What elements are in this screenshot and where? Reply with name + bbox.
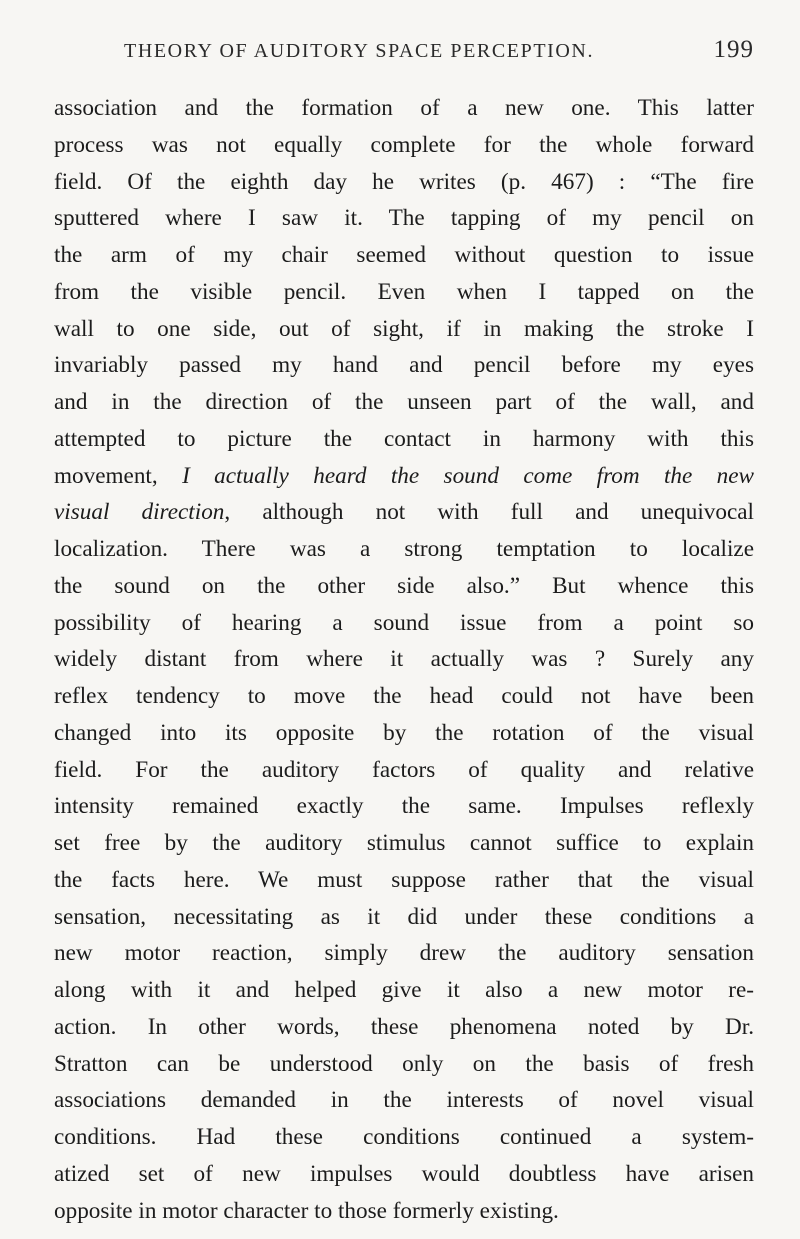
text-line xyxy=(54,972,754,1009)
text-segment: sputtered where I saw it. The tapping of my pencil on xyxy=(54,205,754,232)
text-segment: attempted to picture the contact in harmony with this xyxy=(54,425,754,452)
text-line xyxy=(54,862,754,899)
text-segment: possibility of hearing a sound issue from a point so xyxy=(54,609,754,636)
text-line xyxy=(54,641,754,678)
text-line xyxy=(54,899,754,936)
text-line xyxy=(54,1193,754,1230)
text-segment: intensity remained exactly the same. Impulses reflexly xyxy=(54,793,754,820)
text-line xyxy=(54,458,754,495)
text-line xyxy=(54,1082,754,1119)
text-segment: invariably passed my hand and pencil before my eyes xyxy=(54,352,754,379)
page-number: 199 xyxy=(713,36,754,63)
text-segment: new motor reaction, simply drew the auditory sensation xyxy=(54,940,754,967)
text-segment: field. Of the eighth day he writes (p. 467) : “The fire xyxy=(54,168,754,195)
text-line xyxy=(54,237,754,274)
text-segment: widely distant from where it actually was ? Surely any xyxy=(54,646,754,673)
running-head-title: THEORY OF AUDITORY SPACE PERCEPTION. xyxy=(124,40,595,62)
text-segment: from the visible pencil. Even when I tapped on the xyxy=(54,278,754,305)
text-segment: wall to one side, out of sight, if in making the stroke I xyxy=(54,315,754,342)
text-line xyxy=(54,678,754,715)
italic-text-segment: I actually heard the sound come from the new xyxy=(182,462,754,489)
text-segment: conditions. Had these conditions continued a system- xyxy=(54,1124,754,1150)
text-line xyxy=(54,311,754,348)
text-line xyxy=(54,127,754,164)
text-segment: reflex tendency to move the head could not have been xyxy=(54,683,754,709)
text-segment: , although not with full and unequivocal xyxy=(224,499,755,526)
text-line xyxy=(54,421,754,458)
text-segment: process was not equally complete for the whole forward xyxy=(54,131,754,158)
text-segment: the sound on the other side also.” But whence this xyxy=(54,572,754,599)
italic-text-segment: visual direction xyxy=(54,499,225,526)
text-segment: along with it and helped give it also a new motor re- xyxy=(54,977,754,1003)
text-line xyxy=(54,1009,754,1046)
text-segment: the arm of my chair seemed without question to issue xyxy=(54,242,754,268)
text-segment: Stratton can be understood only on the basis of fresh xyxy=(54,1050,754,1077)
running-head xyxy=(54,34,754,70)
text-segment: atized set of new impulses would doubtless have arisen xyxy=(54,1160,754,1187)
text-segment: action. In other words, these phenomena noted by Dr. xyxy=(54,1013,754,1040)
text-segment: and in the direction of the unseen part of the wall, and xyxy=(54,389,754,415)
text-segment: association and the formation of a new one. This latter xyxy=(54,95,754,121)
text-segment: movement, xyxy=(54,462,183,489)
text-line xyxy=(54,935,754,972)
text-line xyxy=(54,347,754,384)
text-segment: associations demanded in the interests of novel visual xyxy=(54,1087,754,1114)
text-segment: the facts here. We must suppose rather that the visual xyxy=(54,866,754,893)
text-line xyxy=(54,605,754,642)
text-line xyxy=(54,200,754,237)
text-line xyxy=(54,1119,754,1156)
text-line xyxy=(54,531,754,568)
text-line xyxy=(54,1046,754,1083)
text-segment: sensation, necessitating as it did under these conditions a xyxy=(54,903,754,930)
text-segment: opposite in motor character to those formerly existing. xyxy=(54,1197,559,1224)
text-line xyxy=(54,274,754,311)
text-line xyxy=(54,164,754,201)
text-line xyxy=(54,494,754,531)
text-line xyxy=(54,752,754,789)
body-paragraph xyxy=(54,90,754,1229)
text-segment: changed into its opposite by the rotation of the visual xyxy=(54,719,754,746)
text-line xyxy=(54,1156,754,1193)
text-line xyxy=(54,825,754,862)
text-segment: set free by the auditory stimulus cannot suffice to explain xyxy=(54,830,754,856)
text-line xyxy=(54,384,754,421)
text-line xyxy=(54,568,754,605)
text-segment: field. For the auditory factors of quality and relative xyxy=(54,756,754,783)
text-line xyxy=(54,788,754,825)
text-segment: localization. There was a strong temptation to localize xyxy=(54,536,754,562)
text-line xyxy=(54,90,754,127)
text-line xyxy=(54,715,754,752)
